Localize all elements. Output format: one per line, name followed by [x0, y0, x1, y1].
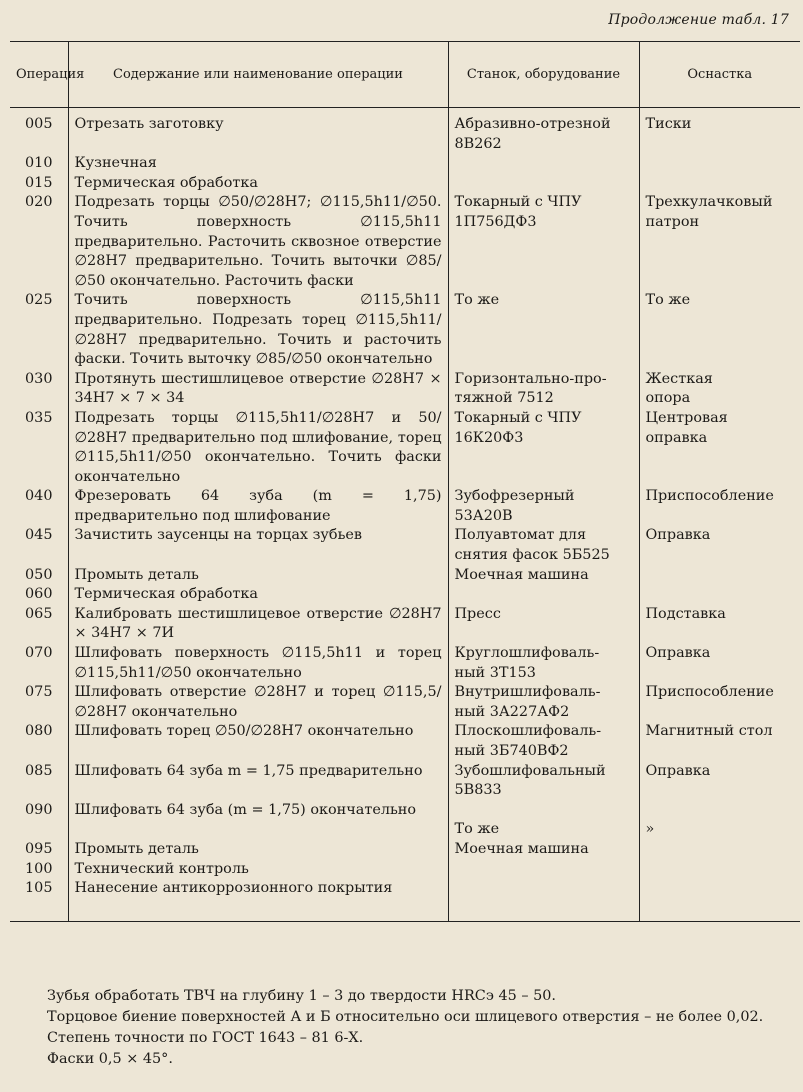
operation-code-cell: 040: [25, 488, 53, 505]
table-header-row: [10, 42, 800, 108]
operation-content-cell: Промыть деталь: [68, 840, 448, 860]
operation-content-cell: Шлифовать отверстие ∅28H7 и торец ∅115,5/∅28H7 окончательно: [68, 683, 448, 722]
machine-cell: Плоскошлифоваль- ный 3Б740ВФ2: [448, 722, 639, 761]
operation-code-cell: 015: [25, 174, 53, 191]
table-row: [10, 370, 800, 409]
tooling-cell: [639, 879, 800, 921]
operation-content-cell: Нанесение антикоррозионного покрытия: [68, 879, 448, 921]
table-row: [10, 193, 800, 291]
machine-cell: [448, 879, 639, 921]
operation-code-cell: 065: [25, 605, 53, 622]
operation-content-cell: Технический контроль: [68, 860, 448, 880]
operation-content-cell: Кузнечная: [68, 154, 448, 174]
tooling-cell: Приспособление: [639, 683, 800, 722]
operation-code-cell: 080: [25, 723, 53, 740]
machine-cell: Зубошлифовальный 5В833: [448, 762, 639, 801]
tooling-cell: [639, 585, 800, 605]
tooling-cell: [639, 840, 800, 860]
table-row: [10, 409, 800, 487]
table-row: [10, 108, 800, 155]
table-row: [10, 879, 800, 921]
machine-cell: Полуавтомат для снятия фасок 5Б525: [448, 526, 639, 565]
header-tooling: Оснастка: [639, 42, 800, 108]
machine-cell: То же: [448, 801, 639, 840]
machine-cell: [448, 154, 639, 174]
machine-cell: Абразивно-отрезной 8В262: [448, 108, 639, 155]
operation-content-cell: Шлифовать 64 зуба (m = 1,75) окончательно: [68, 801, 448, 840]
operation-code-cell: 095: [25, 840, 53, 857]
table-row: [10, 566, 800, 586]
table-row: [10, 644, 800, 683]
operation-code-cell: 050: [25, 566, 53, 583]
operation-content-cell: Шлифовать торец ∅50/∅28H7 окончательно: [68, 722, 448, 761]
tooling-cell: То же: [639, 291, 800, 369]
tooling-cell: [639, 860, 800, 880]
table-row: [10, 154, 800, 174]
operation-content-cell: Отрезать заготовку: [68, 108, 448, 155]
operation-content-cell: Точить поверхность ∅115,5h11 предварительно. Подрезать торец ∅115,5h11/∅28H7 предварительно. Точить и расточить фаски. Точить выточку ∅85/∅50 окончательно: [68, 291, 448, 369]
note-runout: Торцовое биение поверхностей А и Б относительно оси шлицевого отверстия – не более 0,02.: [47, 1009, 764, 1025]
operation-content-cell: Термическая обработка: [68, 585, 448, 605]
tooling-cell: Подставка: [639, 605, 800, 644]
table-row: [10, 526, 800, 565]
tooling-cell: Приспособление: [639, 487, 800, 526]
operation-code-cell: 045: [25, 527, 53, 544]
table-row: [10, 860, 800, 880]
header-content: Содержание или наименование операции: [68, 42, 448, 108]
operation-code-cell: 070: [25, 645, 53, 662]
technical-notes: [12, 986, 796, 1070]
machine-cell: Токарный с ЧПУ 1П756ДФ3: [448, 193, 639, 291]
operation-code-cell: 075: [25, 684, 53, 701]
machine-cell: Зубофрезерный 53А20В: [448, 487, 639, 526]
table-row: [10, 605, 800, 644]
operation-content-cell: Подрезать торцы ∅50/∅28H7; ∅115,5h11/∅50. Точить поверхность ∅115,5h11 предварительно. Расточить сквозное отверстие ∅28H7 предварительно. Точить выточки ∅85/∅50 окончательно. Расточить фаски: [68, 193, 448, 291]
table-row: [10, 291, 800, 369]
machine-cell: Пресс: [448, 605, 639, 644]
operation-code-cell: 010: [25, 155, 53, 172]
machine-cell: То же: [448, 291, 639, 369]
operation-content-cell: Протянуть шестишлицевое отверстие ∅28H7 × 34H7 × 7 × 34: [68, 370, 448, 409]
operations-table: [10, 41, 800, 922]
note-hardening: Зубья обработать ТВЧ на глубину 1 – 3 до твердости HRCэ 45 – 50.: [47, 988, 556, 1004]
table-body: [10, 108, 800, 922]
operation-content-cell: Подрезать торцы ∅115,5h11/∅28H7 и 50/∅28H7 предварительно под шлифование, торец ∅115,5h11/∅50 окончательно. Точить фаски окончательно: [68, 409, 448, 487]
machine-cell: [448, 860, 639, 880]
tooling-cell: Тиски: [639, 108, 800, 155]
tooling-cell: »: [639, 801, 800, 840]
tooling-cell: Центровая оправка: [639, 409, 800, 487]
operation-content-cell: Термическая обработка: [68, 174, 448, 194]
machine-cell: Моечная машина: [448, 566, 639, 586]
tooling-cell: [639, 174, 800, 194]
machine-cell: Круглошлифоваль- ный 3Т153: [448, 644, 639, 683]
header-machine: Станок, оборудование: [448, 42, 639, 108]
table-row: [10, 487, 800, 526]
table-row: [10, 174, 800, 194]
tooling-cell: Жесткая опора: [639, 370, 800, 409]
machine-cell: Внутришлифоваль- ный 3А227АФ2: [448, 683, 639, 722]
machine-cell: Токарный с ЧПУ 16К20Ф3: [448, 409, 639, 487]
operation-code-cell: 030: [25, 370, 53, 387]
table-row: [10, 801, 800, 840]
tooling-cell: Оправка: [639, 644, 800, 683]
tooling-cell: Оправка: [639, 526, 800, 565]
table-row: [10, 840, 800, 860]
machine-cell: [448, 174, 639, 194]
table-row: [10, 762, 800, 801]
operation-content-cell: Зачистить заусенцы на торцах зубьев: [68, 526, 448, 565]
header-operation: Операция: [10, 42, 68, 108]
machine-cell: [448, 585, 639, 605]
tooling-cell: Оправка: [639, 762, 800, 801]
operation-content-cell: Шлифовать 64 зуба m = 1,75 предварительно: [68, 762, 448, 801]
note-accuracy: Степень точности по ГОСТ 1643 – 81 6-Х.: [47, 1030, 364, 1046]
table-row: [10, 722, 800, 761]
operation-code-cell: 020: [25, 194, 53, 211]
operation-code-cell: 105: [10, 879, 68, 921]
operation-code-cell: 100: [25, 860, 53, 877]
operation-code-cell: 005: [25, 116, 53, 132]
tooling-cell: [639, 566, 800, 586]
operation-code-cell: 060: [25, 586, 53, 603]
operation-content-cell: Шлифовать поверхность ∅115,5h11 и торец ∅115,5h11/∅50 окончательно: [68, 644, 448, 683]
machine-cell: Горизонтально-про- тяжной 7512: [448, 370, 639, 409]
operation-content-cell: Промыть деталь: [68, 566, 448, 586]
operation-code-cell: 090: [25, 801, 53, 818]
table-caption: Продолжение табл. 17: [608, 12, 789, 28]
note-chamfers: Фаски 0,5 × 45°.: [47, 1051, 173, 1067]
table-row: [10, 683, 800, 722]
operation-code-cell: 085: [25, 762, 53, 779]
operation-content-cell: Фрезеровать 64 зуба (m = 1,75) предварительно под шлифование: [68, 487, 448, 526]
machine-cell: Моечная машина: [448, 840, 639, 860]
operation-code-cell: 035: [25, 409, 53, 426]
operation-code-cell: 025: [25, 292, 53, 309]
tooling-cell: Магнитный стол: [639, 722, 800, 761]
operation-content-cell: Калибровать шестишлицевое отверстие ∅28H7 × 34H7 × 7И: [68, 605, 448, 644]
tooling-cell: [639, 154, 800, 174]
table-row: [10, 585, 800, 605]
tooling-cell: Трехкулачковый патрон: [639, 193, 800, 291]
